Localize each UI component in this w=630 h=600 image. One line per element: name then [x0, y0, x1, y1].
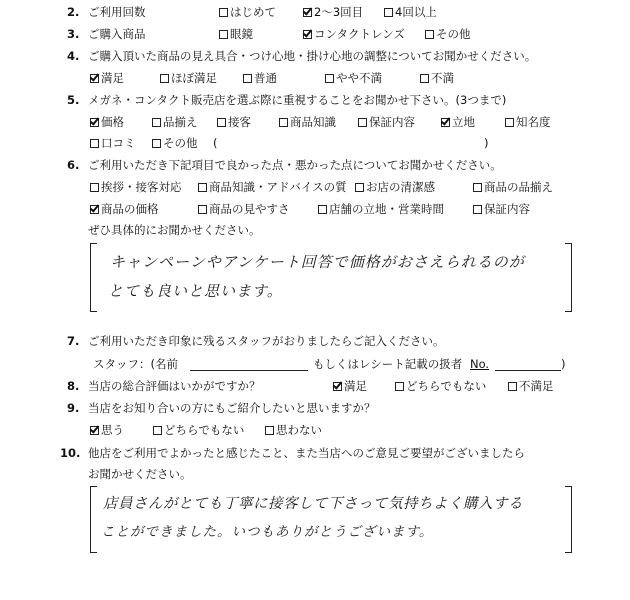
- q9-option-no[interactable]: 思わない: [265, 423, 322, 437]
- checkbox[interactable]: [325, 74, 334, 83]
- q10-handwritten-answer-line1[interactable]: 店員さんがとても丁寧に接客して下さって気持ちよく購入する: [103, 496, 523, 512]
- q5-number: 5.: [67, 93, 80, 107]
- q7-number: 7.: [67, 334, 80, 348]
- q2-option-2-3-times[interactable]: 2～3回目: [303, 5, 363, 19]
- q7-no-label: No.: [470, 357, 490, 371]
- q4-option-normal[interactable]: 普通: [243, 71, 277, 85]
- checkbox[interactable]: [90, 118, 99, 127]
- q8-option-dissatisfied[interactable]: 不満足: [508, 379, 554, 393]
- q6-label: ご利用いただき下記項目で良かった点・悪かった点についてお聞かせください。: [88, 158, 502, 172]
- q10-answer-bracket-right: [565, 486, 572, 553]
- checkbox[interactable]: [395, 382, 404, 391]
- q5-option-warranty[interactable]: 保証内容: [358, 115, 415, 129]
- checkbox[interactable]: [152, 118, 161, 127]
- checkbox[interactable]: [333, 382, 342, 391]
- q4-option-somewhat-dissatisfied[interactable]: やや不満: [325, 71, 382, 85]
- q10-number: 10.: [60, 446, 81, 460]
- q6-answer-bracket-right: [565, 243, 572, 312]
- q4-option-satisfied[interactable]: 満足: [90, 71, 124, 85]
- q10-answer-bracket-left: [90, 486, 97, 553]
- q8-option-neutral[interactable]: どちらでもない: [395, 379, 486, 393]
- checkbox[interactable]: [279, 118, 288, 127]
- q3-option-contact-lens[interactable]: コンタクトレンズ: [303, 27, 405, 41]
- q9-option-neutral[interactable]: どちらでもない: [153, 423, 244, 437]
- checkbox[interactable]: [505, 118, 514, 127]
- q10-handwritten-answer-line2[interactable]: ことができました。いつもありがとうございます。: [101, 524, 434, 540]
- q4-option-mostly-satisfied[interactable]: ほぼ満足: [160, 71, 217, 85]
- q5-option-product-knowledge[interactable]: 商品知識: [279, 115, 336, 129]
- q6-option-advice-quality[interactable]: 商品知識・アドバイスの質: [198, 180, 347, 194]
- q4-label: ご購入頂いた商品の見え具合・つけ心地・掛け心地の調整についてお聞かせください。: [88, 49, 537, 63]
- q2-option-4-plus[interactable]: 4回以上: [384, 5, 437, 19]
- checkbox[interactable]: [90, 139, 99, 148]
- q5-option-word-of-mouth[interactable]: 口コミ: [90, 136, 136, 150]
- q6-option-price[interactable]: 商品の価格: [90, 202, 159, 216]
- q8-option-satisfied[interactable]: 満足: [333, 379, 367, 393]
- q10-label-line2: お聞かせください。: [88, 467, 192, 481]
- q3-number: 3.: [67, 27, 80, 41]
- q8-label: 当店の総合評価はいかがですか？: [88, 379, 261, 393]
- q5-option-selection[interactable]: 品揃え: [152, 115, 198, 129]
- q4-option-dissatisfied[interactable]: 不満: [420, 71, 454, 85]
- checkbox[interactable]: [90, 74, 99, 83]
- checkbox[interactable]: [265, 426, 274, 435]
- q5-label: メガネ・コンタクト販売店を選ぶ際に重視することをお聞かせ下さい。(3つまで): [88, 93, 507, 107]
- q9-number: 9.: [67, 401, 80, 415]
- checkbox[interactable]: [318, 205, 327, 214]
- checkbox[interactable]: [219, 30, 228, 39]
- staff-name-field[interactable]: [190, 370, 308, 371]
- q5-other-open-paren: (: [213, 136, 218, 150]
- q6-number: 6.: [67, 158, 80, 172]
- checkbox[interactable]: [473, 183, 482, 192]
- checkbox[interactable]: [508, 382, 517, 391]
- q5-option-location[interactable]: 立地: [441, 115, 475, 129]
- checkbox[interactable]: [384, 8, 393, 17]
- q6-handwritten-answer-line2[interactable]: とても良いと思います。: [108, 282, 283, 300]
- q4-number: 4.: [67, 49, 80, 63]
- checkbox[interactable]: [219, 8, 228, 17]
- q6-answer-bracket-left: [90, 243, 97, 312]
- checkbox[interactable]: [473, 205, 482, 214]
- q5-option-price[interactable]: 価格: [90, 115, 124, 129]
- checkbox[interactable]: [358, 118, 367, 127]
- q8-number: 8.: [67, 379, 80, 393]
- q6-option-location-hours[interactable]: 店舗の立地・営業時間: [318, 202, 444, 216]
- q6-prompt: ぜひ具体的にお聞かせください。: [88, 223, 261, 237]
- q6-option-warranty[interactable]: 保証内容: [473, 202, 530, 216]
- checkbox[interactable]: [153, 426, 162, 435]
- checkbox[interactable]: [160, 74, 169, 83]
- checkbox[interactable]: [420, 74, 429, 83]
- q7-label: ご利用いただき印象に残るスタッフがおりましたらご記入ください。: [88, 334, 445, 348]
- q3-label: ご購入商品: [88, 27, 146, 41]
- staff-number-field[interactable]: [495, 370, 561, 371]
- q5-option-service[interactable]: 接客: [217, 115, 251, 129]
- checkbox[interactable]: [90, 426, 99, 435]
- checkbox[interactable]: [198, 183, 207, 192]
- checkbox[interactable]: [243, 74, 252, 83]
- q10-label: 他店をご利用でよかったと感じたこと、また当店へのご意見ご要望がございましたら: [88, 446, 525, 460]
- checkbox[interactable]: [90, 183, 99, 192]
- q9-label: 当店をお知り合いの方にもご紹介したいと思いますか？: [88, 401, 376, 415]
- q5-option-other[interactable]: その他: [152, 136, 198, 150]
- q3-option-glasses[interactable]: 眼鏡: [219, 27, 253, 41]
- q7-receipt-label: もしくはレシート記載の扱者: [313, 357, 463, 371]
- q6-option-cleanliness[interactable]: お店の清潔感: [355, 180, 435, 194]
- q9-option-yes[interactable]: 思う: [90, 423, 124, 437]
- q6-option-greeting[interactable]: 挨拶・接客対応: [90, 180, 182, 194]
- checkbox[interactable]: [355, 183, 364, 192]
- checkbox[interactable]: [217, 118, 226, 127]
- checkbox[interactable]: [152, 139, 161, 148]
- q2-label: ご利用回数: [88, 5, 146, 19]
- q6-handwritten-answer-line1[interactable]: キャンペーンやアンケート回答で価格がおさえられるのが: [110, 253, 525, 271]
- checkbox[interactable]: [303, 8, 312, 17]
- checkbox[interactable]: [441, 118, 450, 127]
- q3-option-other[interactable]: その他: [425, 27, 471, 41]
- q6-option-display[interactable]: 商品の見やすさ: [198, 202, 290, 216]
- checkbox[interactable]: [425, 30, 434, 39]
- q7-staff-label: スタッフ：(名前: [93, 357, 178, 371]
- q2-number: 2.: [67, 5, 80, 19]
- q7-close-paren: ): [561, 357, 566, 371]
- q5-other-close-paren: ): [484, 136, 489, 150]
- q6-option-product-range[interactable]: 商品の品揃え: [473, 180, 553, 194]
- checkbox[interactable]: [198, 205, 207, 214]
- checkbox[interactable]: [303, 30, 312, 39]
- q2-option-first-time[interactable]: はじめて: [219, 5, 276, 19]
- q5-option-brand-recognition[interactable]: 知名度: [505, 115, 551, 129]
- checkbox[interactable]: [90, 205, 99, 214]
